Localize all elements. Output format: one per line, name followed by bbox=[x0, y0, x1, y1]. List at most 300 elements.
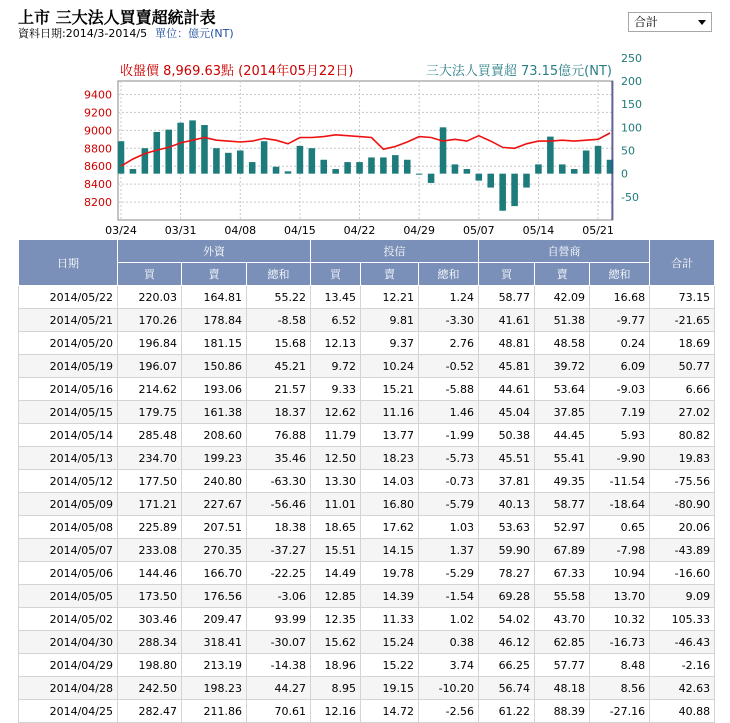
cell-dealer-sum: 8.48 bbox=[590, 654, 650, 677]
cell-foreign-sum: 18.37 bbox=[247, 401, 311, 424]
col-trust-buy: 買 bbox=[311, 263, 361, 286]
cell-total: -43.89 bbox=[650, 539, 715, 562]
net-bar bbox=[559, 164, 566, 173]
cell-dealer-sum: -27.16 bbox=[590, 700, 650, 723]
net-bar bbox=[249, 162, 256, 174]
cell-dealer-sell: 88.39 bbox=[535, 700, 590, 723]
cell-trust-sum: 1.02 bbox=[419, 608, 479, 631]
summary-select[interactable] bbox=[628, 12, 712, 32]
cell-trust-sum: -5.88 bbox=[419, 378, 479, 401]
net-bar bbox=[535, 164, 542, 173]
cell-foreign-sell: 161.38 bbox=[182, 401, 247, 424]
table-row bbox=[19, 309, 715, 332]
x-tick-label: 03/24 bbox=[105, 224, 137, 237]
cell-foreign-sum: 70.61 bbox=[247, 700, 311, 723]
cell-date: 2014/05/20 bbox=[19, 332, 118, 355]
table-group-header-row bbox=[19, 240, 715, 263]
net-bar bbox=[130, 169, 137, 174]
cell-dealer-sell: 49.35 bbox=[535, 470, 590, 493]
cell-trust-sum: 1.46 bbox=[419, 401, 479, 424]
cell-date: 2014/05/14 bbox=[19, 424, 118, 447]
net-buy-sell-table bbox=[18, 239, 715, 723]
net-bar bbox=[380, 157, 387, 173]
cell-trust-sum: 1.03 bbox=[419, 516, 479, 539]
cell-trust-sell: 14.39 bbox=[361, 585, 419, 608]
cell-trust-sell: 9.81 bbox=[361, 309, 419, 332]
cell-trust-sell: 15.21 bbox=[361, 378, 419, 401]
net-bar bbox=[476, 174, 483, 181]
col-date: 日期 bbox=[19, 240, 118, 286]
net-bar bbox=[297, 146, 304, 174]
cell-trust-buy: 12.16 bbox=[311, 700, 361, 723]
cell-total: 27.02 bbox=[650, 401, 715, 424]
cell-dealer-sell: 52.97 bbox=[535, 516, 590, 539]
cell-trust-sum: -0.73 bbox=[419, 470, 479, 493]
net-bar bbox=[309, 148, 316, 173]
table-row bbox=[19, 493, 715, 516]
cell-total: -75.56 bbox=[650, 470, 715, 493]
date-range-line bbox=[18, 25, 234, 41]
cell-foreign-sum: -3.06 bbox=[247, 585, 311, 608]
cell-total: 105.33 bbox=[650, 608, 715, 631]
cell-trust-buy: 13.45 bbox=[311, 286, 361, 309]
cell-dealer-sum: 0.24 bbox=[590, 332, 650, 355]
cell-foreign-sell: 227.67 bbox=[182, 493, 247, 516]
cell-date: 2014/05/06 bbox=[19, 562, 118, 585]
net-bar bbox=[583, 151, 590, 174]
cell-foreign-buy: 177.50 bbox=[118, 470, 182, 493]
table-row bbox=[19, 654, 715, 677]
cell-dealer-buy: 78.27 bbox=[479, 562, 535, 585]
net-bar bbox=[595, 146, 602, 174]
cell-trust-buy: 9.72 bbox=[311, 355, 361, 378]
cell-trust-sum: -5.73 bbox=[419, 447, 479, 470]
cell-dealer-buy: 45.51 bbox=[479, 447, 535, 470]
cell-dealer-buy: 69.28 bbox=[479, 585, 535, 608]
cell-dealer-buy: 53.63 bbox=[479, 516, 535, 539]
cell-foreign-buy: 144.46 bbox=[118, 562, 182, 585]
x-tick-label: 04/29 bbox=[403, 224, 436, 237]
cell-dealer-sell: 55.58 bbox=[535, 585, 590, 608]
cell-trust-sell: 19.15 bbox=[361, 677, 419, 700]
cell-foreign-buy: 303.46 bbox=[118, 608, 182, 631]
cell-total: 19.83 bbox=[650, 447, 715, 470]
cell-foreign-sum: -30.07 bbox=[247, 631, 311, 654]
cell-dealer-sell: 44.45 bbox=[535, 424, 590, 447]
cell-date: 2014/05/13 bbox=[19, 447, 118, 470]
table-row bbox=[19, 539, 715, 562]
cell-foreign-sum: -56.46 bbox=[247, 493, 311, 516]
right-tick-label: -50 bbox=[621, 190, 639, 204]
x-tick-label: 04/08 bbox=[224, 224, 257, 237]
cell-trust-buy: 9.33 bbox=[311, 378, 361, 401]
table-row bbox=[19, 378, 715, 401]
cell-dealer-sum: 10.94 bbox=[590, 562, 650, 585]
cell-total: 80.82 bbox=[650, 424, 715, 447]
cell-trust-sell: 12.21 bbox=[361, 286, 419, 309]
cell-foreign-buy: 282.47 bbox=[118, 700, 182, 723]
cell-foreign-sum: -22.25 bbox=[247, 562, 311, 585]
cell-trust-sum: 1.37 bbox=[419, 539, 479, 562]
cell-foreign-buy: 220.03 bbox=[118, 286, 182, 309]
cell-foreign-buy: 214.62 bbox=[118, 378, 182, 401]
cell-foreign-buy: 196.07 bbox=[118, 355, 182, 378]
left-tick-label: 8600 bbox=[84, 160, 112, 174]
cell-foreign-sum: 35.46 bbox=[247, 447, 311, 470]
net-bar bbox=[213, 148, 220, 173]
cell-foreign-buy: 173.50 bbox=[118, 585, 182, 608]
cell-date: 2014/05/21 bbox=[19, 309, 118, 332]
cell-foreign-buy: 196.84 bbox=[118, 332, 182, 355]
cell-trust-sell: 10.24 bbox=[361, 355, 419, 378]
net-bar bbox=[356, 162, 363, 174]
cell-total: 20.06 bbox=[650, 516, 715, 539]
x-tick-label: 03/31 bbox=[164, 224, 197, 237]
cell-dealer-sum: 16.68 bbox=[590, 286, 650, 309]
col-dealer: 自營商 bbox=[479, 240, 650, 263]
cell-total: 42.63 bbox=[650, 677, 715, 700]
cell-foreign-buy: 242.50 bbox=[118, 677, 182, 700]
cell-dealer-sell: 62.85 bbox=[535, 631, 590, 654]
cell-trust-buy: 14.49 bbox=[311, 562, 361, 585]
net-bar bbox=[523, 174, 530, 188]
col-trust-sum: 總和 bbox=[419, 263, 479, 286]
net-bar bbox=[142, 148, 149, 173]
cell-foreign-sell: 240.80 bbox=[182, 470, 247, 493]
cell-foreign-sum: 55.22 bbox=[247, 286, 311, 309]
cell-foreign-sell: 270.35 bbox=[182, 539, 247, 562]
cell-total: 9.09 bbox=[650, 585, 715, 608]
cell-trust-buy: 11.01 bbox=[311, 493, 361, 516]
cell-foreign-buy: 234.70 bbox=[118, 447, 182, 470]
net-bar bbox=[320, 160, 327, 174]
cell-date: 2014/05/09 bbox=[19, 493, 118, 516]
cell-trust-buy: 18.96 bbox=[311, 654, 361, 677]
left-tick-label: 8200 bbox=[84, 196, 112, 210]
cell-foreign-sell: 318.41 bbox=[182, 631, 247, 654]
cell-dealer-sum: -9.77 bbox=[590, 309, 650, 332]
right-tick-label: 100 bbox=[621, 121, 642, 135]
date-range: 資料日期:2014/3-2014/5 bbox=[18, 27, 148, 40]
cell-total: -16.60 bbox=[650, 562, 715, 585]
cell-dealer-sell: 53.64 bbox=[535, 378, 590, 401]
cell-trust-sum: -0.52 bbox=[419, 355, 479, 378]
cell-dealer-sell: 39.72 bbox=[535, 355, 590, 378]
cell-foreign-buy: 225.89 bbox=[118, 516, 182, 539]
cell-dealer-sum: -11.54 bbox=[590, 470, 650, 493]
cell-foreign-sell: 211.86 bbox=[182, 700, 247, 723]
cell-foreign-sell: 181.15 bbox=[182, 332, 247, 355]
cell-foreign-sell: 209.47 bbox=[182, 608, 247, 631]
cell-foreign-sell: 198.23 bbox=[182, 677, 247, 700]
col-dealer-sum: 總和 bbox=[590, 263, 650, 286]
net-bar bbox=[547, 137, 554, 174]
right-tick-label: 150 bbox=[621, 98, 642, 112]
table-row bbox=[19, 355, 715, 378]
cell-trust-sell: 9.37 bbox=[361, 332, 419, 355]
cell-dealer-buy: 45.81 bbox=[479, 355, 535, 378]
cell-trust-buy: 11.79 bbox=[311, 424, 361, 447]
table-row bbox=[19, 631, 715, 654]
cell-dealer-sum: -9.03 bbox=[590, 378, 650, 401]
net-bar bbox=[344, 162, 351, 174]
table-row bbox=[19, 401, 715, 424]
cell-trust-buy: 12.50 bbox=[311, 447, 361, 470]
cell-dealer-buy: 58.77 bbox=[479, 286, 535, 309]
left-tick-label: 9200 bbox=[84, 106, 112, 120]
table-row bbox=[19, 470, 715, 493]
cell-date: 2014/05/02 bbox=[19, 608, 118, 631]
net-bar bbox=[416, 174, 423, 175]
cell-foreign-sum: -63.30 bbox=[247, 470, 311, 493]
cell-dealer-sum: 8.56 bbox=[590, 677, 650, 700]
net-bar bbox=[571, 169, 578, 174]
cell-trust-buy: 12.62 bbox=[311, 401, 361, 424]
cell-total: 50.77 bbox=[650, 355, 715, 378]
left-tick-label: 8400 bbox=[84, 178, 112, 192]
cell-dealer-buy: 46.12 bbox=[479, 631, 535, 654]
cell-date: 2014/05/07 bbox=[19, 539, 118, 562]
right-tick-label: 200 bbox=[621, 75, 642, 88]
net-bar bbox=[392, 155, 399, 174]
cell-foreign-sum: 21.57 bbox=[247, 378, 311, 401]
page-title: 上市 三大法人買賣超統計表 bbox=[18, 8, 216, 27]
cell-dealer-sum: -7.98 bbox=[590, 539, 650, 562]
cell-foreign-sell: 193.06 bbox=[182, 378, 247, 401]
cell-dealer-sell: 48.58 bbox=[535, 332, 590, 355]
cell-date: 2014/05/05 bbox=[19, 585, 118, 608]
col-dealer-sell: 賣 bbox=[535, 263, 590, 286]
x-tick-label: 05/07 bbox=[462, 224, 495, 237]
table-row bbox=[19, 516, 715, 539]
cell-trust-buy: 15.51 bbox=[311, 539, 361, 562]
cell-trust-sum: -3.30 bbox=[419, 309, 479, 332]
net-bar bbox=[261, 141, 268, 173]
cell-total: -80.90 bbox=[650, 493, 715, 516]
cell-trust-sell: 13.77 bbox=[361, 424, 419, 447]
cell-foreign-buy: 171.21 bbox=[118, 493, 182, 516]
col-trust: 投信 bbox=[311, 240, 479, 263]
cell-foreign-sell: 150.86 bbox=[182, 355, 247, 378]
cell-trust-sell: 14.03 bbox=[361, 470, 419, 493]
cell-dealer-sum: -9.90 bbox=[590, 447, 650, 470]
cell-dealer-buy: 40.13 bbox=[479, 493, 535, 516]
chart-title-right: 三大法人買賣超 73.15億元(NT) bbox=[425, 64, 612, 79]
cell-dealer-sum: 10.32 bbox=[590, 608, 650, 631]
cell-foreign-buy: 285.48 bbox=[118, 424, 182, 447]
cell-foreign-buy: 170.26 bbox=[118, 309, 182, 332]
table-row bbox=[19, 447, 715, 470]
cell-dealer-buy: 50.38 bbox=[479, 424, 535, 447]
cell-foreign-sell: 207.51 bbox=[182, 516, 247, 539]
x-tick-label: 04/15 bbox=[284, 224, 316, 237]
cell-dealer-sum: 7.19 bbox=[590, 401, 650, 424]
cell-trust-buy: 6.52 bbox=[311, 309, 361, 332]
cell-dealer-sell: 58.77 bbox=[535, 493, 590, 516]
cell-trust-sum: -10.20 bbox=[419, 677, 479, 700]
col-total: 合計 bbox=[650, 240, 715, 286]
cell-foreign-sell: 176.56 bbox=[182, 585, 247, 608]
cell-trust-buy: 12.85 bbox=[311, 585, 361, 608]
cell-date: 2014/04/30 bbox=[19, 631, 118, 654]
cell-dealer-buy: 54.02 bbox=[479, 608, 535, 631]
cell-dealer-sell: 55.41 bbox=[535, 447, 590, 470]
cell-dealer-buy: 56.74 bbox=[479, 677, 535, 700]
col-foreign-buy: 買 bbox=[118, 263, 182, 286]
table-row bbox=[19, 608, 715, 631]
cell-dealer-sum: -18.64 bbox=[590, 493, 650, 516]
table-row bbox=[19, 700, 715, 723]
net-bar bbox=[285, 171, 292, 173]
net-bar bbox=[404, 160, 411, 174]
cell-dealer-sell: 67.33 bbox=[535, 562, 590, 585]
cell-foreign-sum: -8.58 bbox=[247, 309, 311, 332]
net-bar bbox=[154, 132, 161, 174]
cell-trust-sell: 15.24 bbox=[361, 631, 419, 654]
summary-select-value: 合計 bbox=[634, 15, 659, 29]
net-buy-sell-chart bbox=[0, 51, 730, 240]
cell-foreign-sell: 208.60 bbox=[182, 424, 247, 447]
cell-foreign-sell: 199.23 bbox=[182, 447, 247, 470]
cell-total: -2.16 bbox=[650, 654, 715, 677]
cell-trust-sum: -5.29 bbox=[419, 562, 479, 585]
table-row bbox=[19, 286, 715, 309]
cell-foreign-sum: 44.27 bbox=[247, 677, 311, 700]
cell-total: -21.65 bbox=[650, 309, 715, 332]
cell-total: 18.69 bbox=[650, 332, 715, 355]
net-bar bbox=[428, 174, 435, 183]
cell-foreign-sum: 45.21 bbox=[247, 355, 311, 378]
cell-date: 2014/05/12 bbox=[19, 470, 118, 493]
col-dealer-buy: 買 bbox=[479, 263, 535, 286]
cell-trust-sell: 15.22 bbox=[361, 654, 419, 677]
cell-trust-sum: 2.76 bbox=[419, 332, 479, 355]
cell-dealer-sell: 42.09 bbox=[535, 286, 590, 309]
cell-dealer-buy: 41.61 bbox=[479, 309, 535, 332]
table-sub-header-row bbox=[19, 263, 715, 286]
cell-foreign-sell: 164.81 bbox=[182, 286, 247, 309]
right-tick-label: 50 bbox=[621, 144, 635, 158]
net-bar bbox=[440, 127, 447, 173]
net-bar bbox=[487, 174, 494, 188]
net-bar bbox=[201, 125, 208, 174]
cell-date: 2014/05/08 bbox=[19, 516, 118, 539]
cell-trust-sell: 11.33 bbox=[361, 608, 419, 631]
cell-foreign-buy: 198.80 bbox=[118, 654, 182, 677]
cell-date: 2014/05/19 bbox=[19, 355, 118, 378]
cell-trust-buy: 12.35 bbox=[311, 608, 361, 631]
cell-dealer-sum: 13.70 bbox=[590, 585, 650, 608]
net-bar bbox=[165, 130, 172, 174]
cell-trust-sum: -1.54 bbox=[419, 585, 479, 608]
cell-trust-buy: 13.30 bbox=[311, 470, 361, 493]
net-bar bbox=[464, 169, 471, 174]
left-tick-label: 9000 bbox=[84, 124, 112, 138]
cell-trust-sell: 11.16 bbox=[361, 401, 419, 424]
col-foreign-sell: 賣 bbox=[182, 263, 247, 286]
right-tick-label: 0 bbox=[621, 167, 628, 181]
cell-foreign-buy: 179.75 bbox=[118, 401, 182, 424]
cell-dealer-buy: 48.81 bbox=[479, 332, 535, 355]
cell-total: 40.88 bbox=[650, 700, 715, 723]
cell-trust-sum: 3.74 bbox=[419, 654, 479, 677]
table-row bbox=[19, 562, 715, 585]
cell-dealer-buy: 59.90 bbox=[479, 539, 535, 562]
cell-foreign-sum: 93.99 bbox=[247, 608, 311, 631]
table-row bbox=[19, 332, 715, 355]
cell-date: 2014/05/22 bbox=[19, 286, 118, 309]
cell-foreign-buy: 233.08 bbox=[118, 539, 182, 562]
net-bar bbox=[177, 123, 184, 174]
col-foreign-sum: 總和 bbox=[247, 263, 311, 286]
table-row bbox=[19, 585, 715, 608]
cell-trust-sum: -5.79 bbox=[419, 493, 479, 516]
table-row bbox=[19, 677, 715, 700]
cell-date: 2014/05/16 bbox=[19, 378, 118, 401]
cell-dealer-sum: -16.73 bbox=[590, 631, 650, 654]
cell-total: -46.43 bbox=[650, 631, 715, 654]
cell-dealer-buy: 44.61 bbox=[479, 378, 535, 401]
net-bar bbox=[273, 167, 280, 174]
net-bar bbox=[189, 120, 196, 173]
cell-trust-sell: 14.72 bbox=[361, 700, 419, 723]
cell-trust-sell: 19.78 bbox=[361, 562, 419, 585]
left-tick-label: 8800 bbox=[84, 142, 112, 156]
net-bar bbox=[118, 141, 125, 173]
cell-trust-sum: 1.24 bbox=[419, 286, 479, 309]
cell-trust-sell: 18.23 bbox=[361, 447, 419, 470]
cell-date: 2014/04/25 bbox=[19, 700, 118, 723]
x-tick-label: 05/21 bbox=[582, 224, 614, 237]
cell-foreign-buy: 288.34 bbox=[118, 631, 182, 654]
cell-foreign-sell: 213.19 bbox=[182, 654, 247, 677]
col-trust-sell: 賣 bbox=[361, 263, 419, 286]
chevron-down-icon bbox=[698, 20, 706, 25]
cell-date: 2014/05/15 bbox=[19, 401, 118, 424]
cell-foreign-sell: 178.84 bbox=[182, 309, 247, 332]
net-bar bbox=[225, 153, 232, 174]
cell-total: 6.66 bbox=[650, 378, 715, 401]
right-tick-label: 250 bbox=[621, 51, 642, 65]
cell-dealer-buy: 37.81 bbox=[479, 470, 535, 493]
cell-foreign-sell: 166.70 bbox=[182, 562, 247, 585]
cell-dealer-sell: 37.85 bbox=[535, 401, 590, 424]
cell-trust-buy: 8.95 bbox=[311, 677, 361, 700]
net-bar bbox=[499, 174, 506, 211]
cell-foreign-sum: -37.27 bbox=[247, 539, 311, 562]
cell-dealer-sell: 48.18 bbox=[535, 677, 590, 700]
cell-total: 73.15 bbox=[650, 286, 715, 309]
net-bar bbox=[511, 174, 518, 206]
net-bar bbox=[368, 157, 375, 173]
col-foreign: 外資 bbox=[118, 240, 311, 263]
cell-trust-sum: -2.56 bbox=[419, 700, 479, 723]
cell-dealer-sum: 5.93 bbox=[590, 424, 650, 447]
net-bar bbox=[452, 164, 459, 173]
cell-trust-sell: 17.62 bbox=[361, 516, 419, 539]
cell-dealer-buy: 61.22 bbox=[479, 700, 535, 723]
cell-trust-sell: 14.15 bbox=[361, 539, 419, 562]
cell-trust-buy: 12.13 bbox=[311, 332, 361, 355]
cell-trust-buy: 15.62 bbox=[311, 631, 361, 654]
cell-dealer-sell: 57.77 bbox=[535, 654, 590, 677]
cell-foreign-sum: -14.38 bbox=[247, 654, 311, 677]
cell-dealer-sell: 67.89 bbox=[535, 539, 590, 562]
cell-dealer-sum: 0.65 bbox=[590, 516, 650, 539]
cell-trust-sum: -1.99 bbox=[419, 424, 479, 447]
net-bar bbox=[237, 151, 244, 174]
cell-trust-sell: 16.80 bbox=[361, 493, 419, 516]
